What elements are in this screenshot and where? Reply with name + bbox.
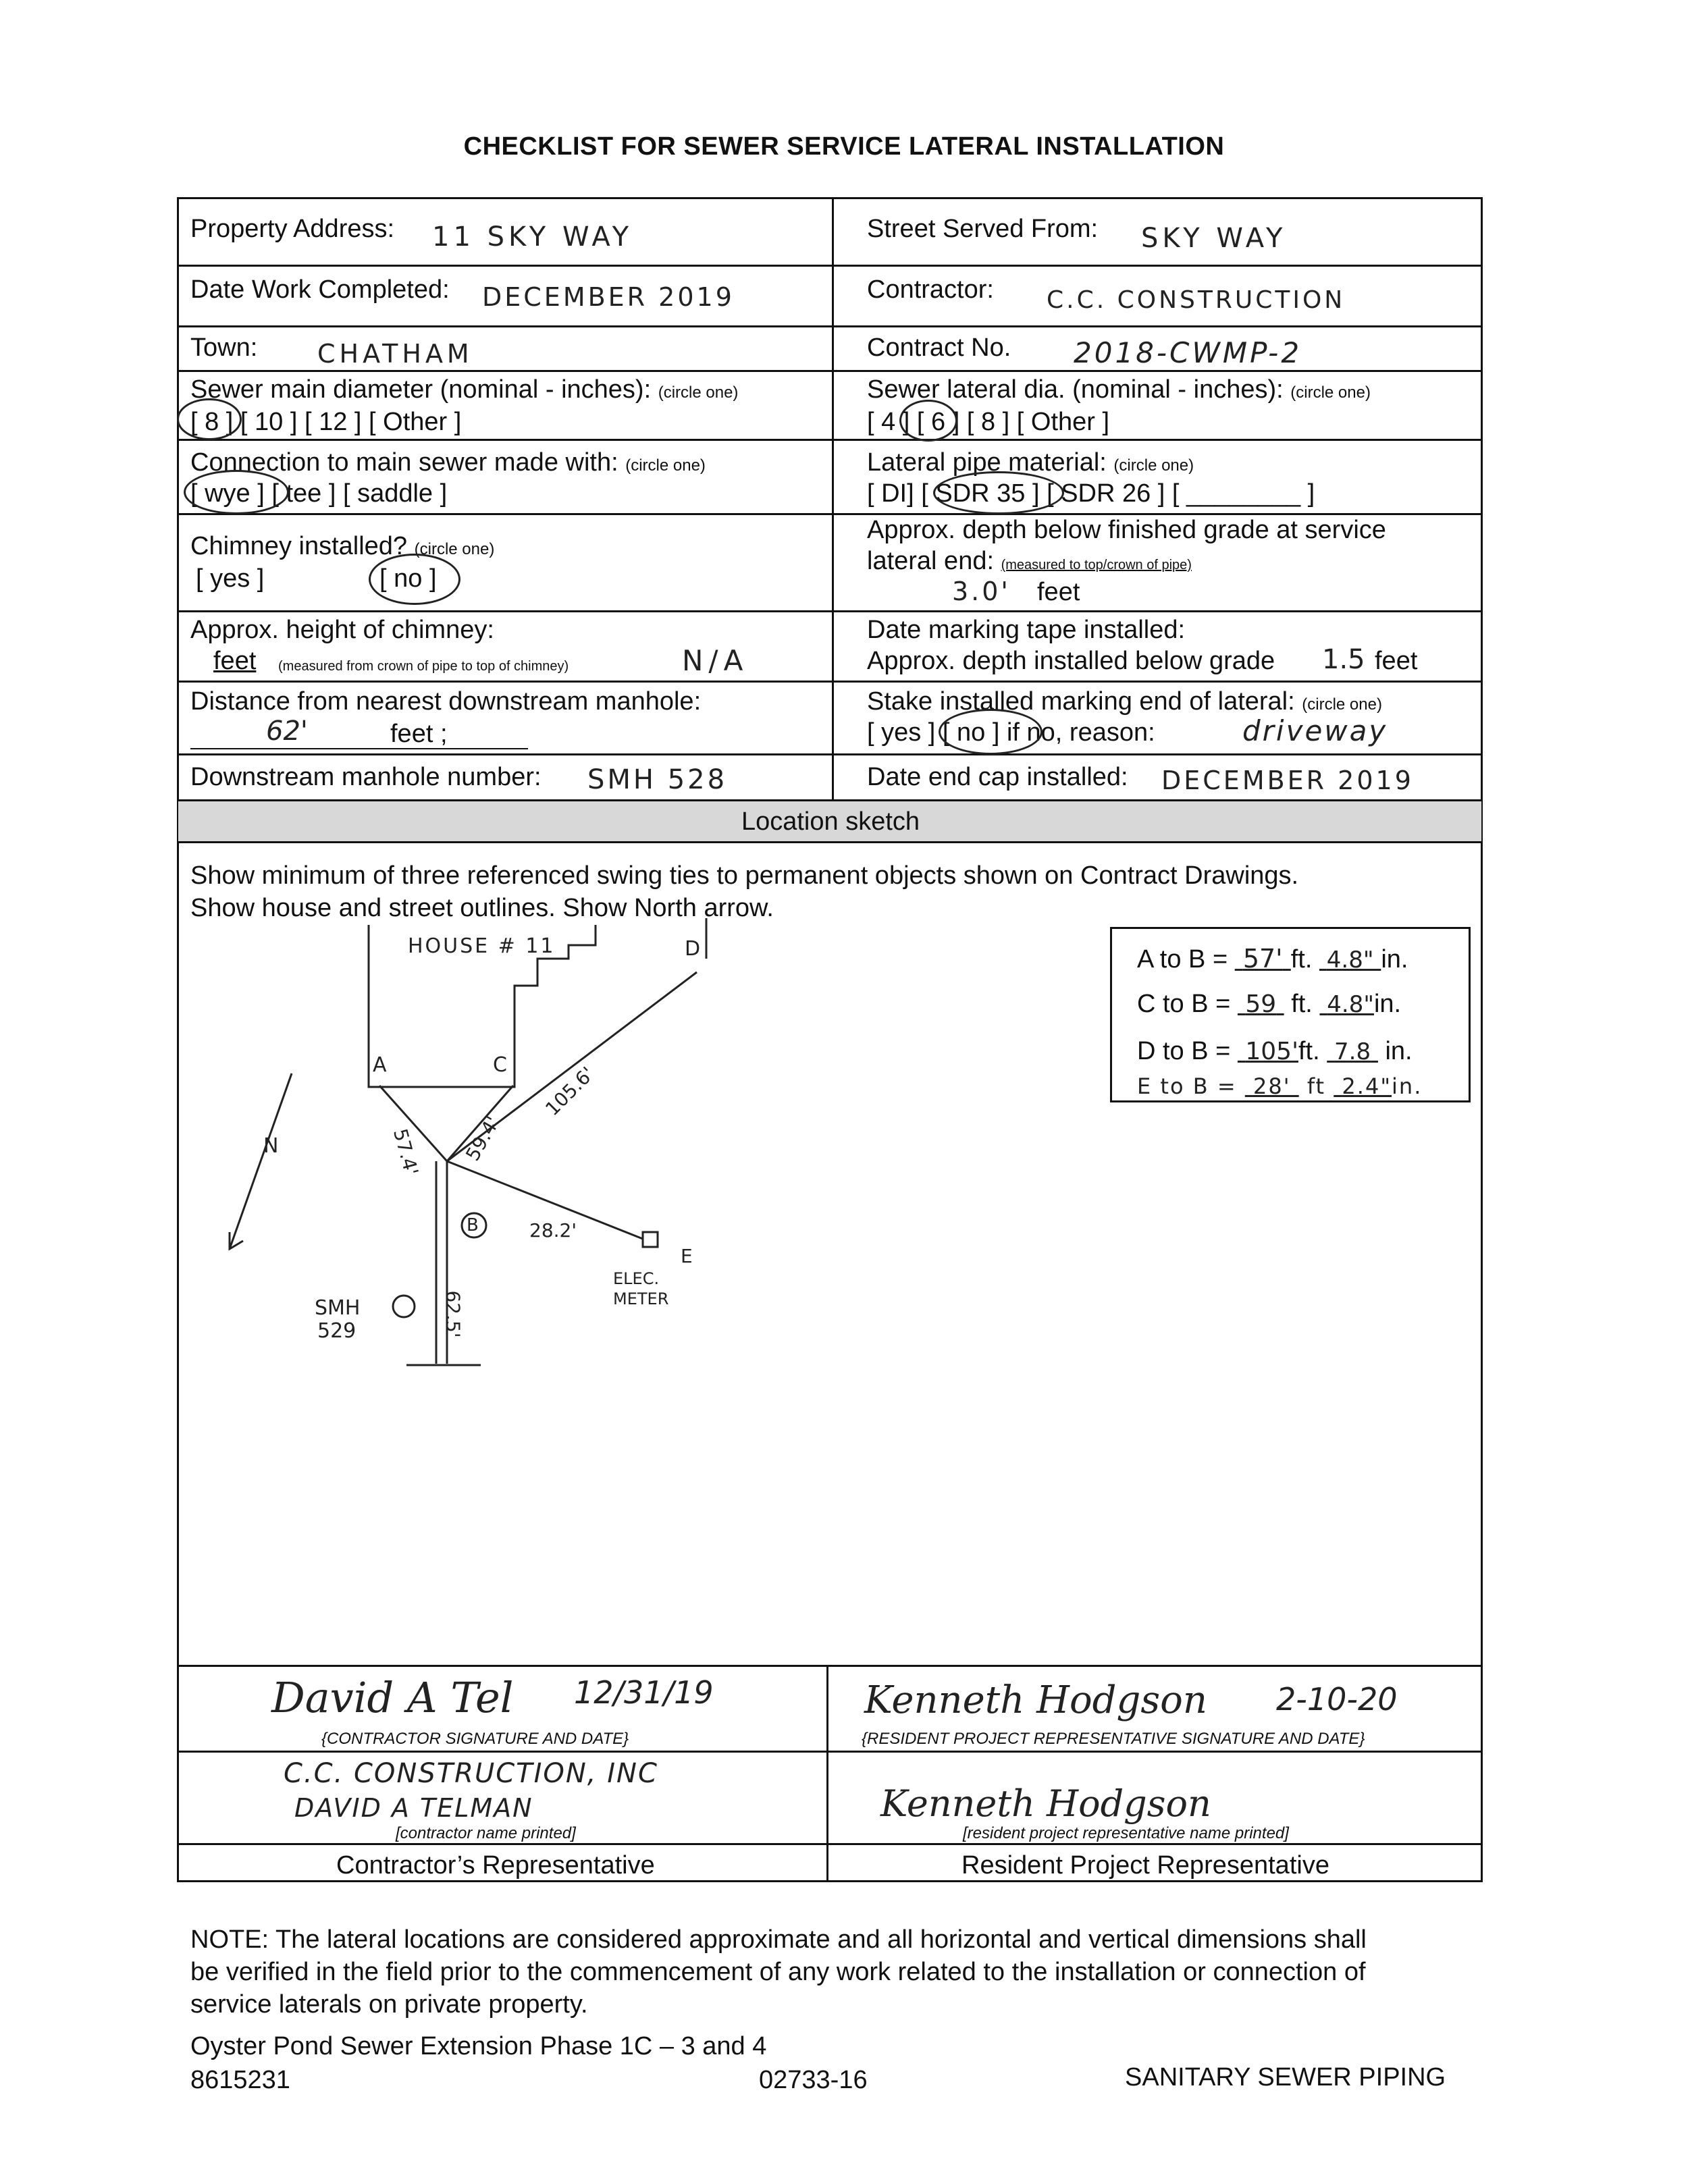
smh-label: SMH bbox=[315, 1296, 361, 1320]
distance-underline bbox=[190, 748, 528, 749]
footer-project: Oyster Pond Sewer Extension Phase 1C – 3 and 4 bbox=[190, 2032, 767, 2060]
circle-mark-no bbox=[369, 554, 460, 605]
chimney-yes: [ yes ] bbox=[196, 564, 265, 593]
lateral-material-label: Lateral pipe material: (circle one) bbox=[867, 448, 1194, 477]
form-title: CHECKLIST FOR SEWER SERVICE LATERAL INSTALLATION bbox=[463, 132, 1225, 161]
chimney-no: [ no ] bbox=[379, 564, 437, 593]
connection-label: Connection to main sewer made with: (circle one) bbox=[190, 448, 706, 477]
contractor-sig-caption: {CONTRACTOR SIGNATURE AND DATE} bbox=[321, 1730, 629, 1748]
elec-label: ELEC. bbox=[613, 1269, 660, 1288]
dim-e-b: 28.2' bbox=[529, 1219, 577, 1242]
resident-sig-caption: {RESIDENT PROJECT REPRESENTATIVE SIGNATURE AND DATE} bbox=[862, 1730, 1365, 1748]
row-line bbox=[177, 265, 1483, 267]
chimney-height-label: Approx. height of chimney: bbox=[190, 616, 494, 644]
depth-label-1: Approx. depth below finished grade at service bbox=[867, 516, 1386, 544]
stake-options: [ yes ] [ no ] if no, reason: bbox=[867, 718, 1155, 747]
column-divider bbox=[832, 197, 834, 799]
distance-value: 62' bbox=[266, 716, 308, 747]
sewer-main-label: Sewer main diameter (nominal - inches): (circle one) bbox=[190, 375, 739, 404]
north-label: N bbox=[263, 1134, 279, 1158]
manhole-number-value: SMH 528 bbox=[587, 764, 728, 795]
row-line bbox=[177, 799, 1483, 801]
contractor-name-line1: C.C. CONSTRUCTION, INC bbox=[284, 1758, 658, 1789]
location-sketch bbox=[177, 918, 852, 1431]
row-line bbox=[177, 841, 1483, 843]
contractor-value: C.C. CONSTRUCTION bbox=[1047, 286, 1346, 314]
circle-mark-8 bbox=[177, 398, 242, 440]
marking-tape-label: Date marking tape installed: bbox=[867, 616, 1186, 644]
circle-mark-wye bbox=[184, 470, 289, 514]
dim-c-b: 59.4' bbox=[461, 1112, 504, 1165]
manhole-number-label: Downstream manhole number: bbox=[190, 763, 542, 791]
lateral-dia-label: Sewer lateral dia. (nominal - inches): (circle one) bbox=[867, 375, 1371, 404]
manhole-529 bbox=[393, 1296, 415, 1317]
contractor-label: Contractor: bbox=[867, 275, 994, 304]
depth-value: 3.0' bbox=[952, 577, 1011, 606]
dim-d-b: 105.6' bbox=[541, 1062, 599, 1121]
circle-mark-sdr35 bbox=[933, 471, 1064, 514]
meter-label: METER bbox=[613, 1289, 669, 1308]
point-e: E bbox=[681, 1245, 693, 1267]
footer-number: 8615231 bbox=[190, 2066, 290, 2094]
column-divider bbox=[826, 1665, 828, 1882]
tape-depth-unit: feet bbox=[1375, 647, 1418, 675]
sketch-header: Location sketch bbox=[741, 807, 920, 836]
depth-unit: feet bbox=[1037, 578, 1080, 606]
contractor-name-line2: DAVID A TELMAN bbox=[294, 1793, 533, 1823]
circle-mark-6 bbox=[899, 400, 957, 442]
row-line bbox=[177, 370, 1483, 372]
distance-label: Distance from nearest downstream manhole: bbox=[190, 687, 702, 716]
property-address-value: 11 SKY WAY bbox=[432, 221, 633, 252]
end-cap-label: Date end cap installed: bbox=[867, 763, 1128, 791]
street-served-label: Street Served From: bbox=[867, 215, 1099, 243]
tape-depth-label: Approx. depth installed below grade bbox=[867, 647, 1275, 675]
smh-number: 529 bbox=[317, 1319, 357, 1343]
row-line bbox=[177, 439, 1483, 441]
house-label: HOUSE # 11 bbox=[408, 934, 556, 958]
point-c: C bbox=[493, 1053, 507, 1077]
tie-ab: A to B = 57' ft. 4.8" in. bbox=[1137, 944, 1408, 974]
resident-name-caption: [resident project representative name printed] bbox=[963, 1824, 1289, 1842]
row-line bbox=[177, 513, 1483, 515]
town-value: CHATHAM bbox=[317, 339, 473, 369]
date-completed-value: DECEMBER 2019 bbox=[482, 282, 735, 312]
resident-sign-date: 2-10-20 bbox=[1276, 1681, 1398, 1717]
row-line bbox=[177, 1843, 1483, 1845]
stake-reason: driveway bbox=[1242, 714, 1388, 747]
connection-options: [ wye ] [ tee ] [ saddle ] bbox=[190, 479, 448, 508]
chimney-height-value: N/A bbox=[682, 644, 749, 677]
note-line-3: service laterals on private property. bbox=[190, 1990, 588, 2019]
tape-depth-value: 1.5 bbox=[1322, 644, 1365, 675]
footer-section: 02733-16 bbox=[759, 2066, 868, 2094]
lateral-material-options: [ DI] [ SDR 35 ] [ SDR 26 ] [ ________ ] bbox=[867, 479, 1315, 508]
town-label: Town: bbox=[190, 334, 258, 362]
contract-no-value: 2018-CWMP-2 bbox=[1074, 336, 1302, 369]
property-address-label: Property Address: bbox=[190, 215, 395, 243]
contractor-signature: David A Tel bbox=[271, 1673, 514, 1722]
street-served-value: SKY WAY bbox=[1141, 223, 1287, 254]
lateral-dia-options: [ 4 ] [ 6 ] [ 8 ] [ Other ] bbox=[867, 408, 1110, 436]
resident-rep-label: Resident Project Representative bbox=[961, 1851, 1329, 1880]
date-completed-label: Date Work Completed: bbox=[190, 275, 450, 304]
point-a: A bbox=[373, 1053, 387, 1077]
row-line bbox=[177, 1665, 1483, 1667]
row-line bbox=[177, 681, 1483, 683]
distance-unit: feet ; bbox=[390, 720, 448, 748]
row-line bbox=[177, 753, 1483, 755]
contractor-sign-date: 12/31/19 bbox=[574, 1674, 714, 1711]
dim-a-b: 57.4' bbox=[389, 1126, 423, 1178]
contractor-rep-label: Contractor’s Representative bbox=[336, 1851, 655, 1880]
end-cap-value: DECEMBER 2019 bbox=[1161, 766, 1414, 795]
contract-no-label: Contract No. bbox=[867, 334, 1011, 362]
footer-spec: SANITARY SEWER PIPING bbox=[1125, 2063, 1446, 2092]
point-b: B bbox=[467, 1215, 479, 1235]
note-line-1: NOTE: The lateral locations are considered approximate and all horizontal and vertical dimensions shall bbox=[190, 1925, 1367, 1954]
chimney-label: Chimney installed? (circle one) bbox=[190, 532, 495, 560]
sketch-instructions-2: Show house and street outlines. Show North arrow. bbox=[190, 894, 774, 922]
circle-mark-stake-no bbox=[939, 709, 1043, 755]
tie-cb: C to B = 59 ft. 4.8"in. bbox=[1137, 990, 1402, 1018]
dim-downstream: 62.5' bbox=[442, 1290, 465, 1338]
resident-name-signature: Kenneth Hodgson bbox=[880, 1782, 1211, 1825]
sewer-main-options: [ 8 ] [ 10 ] [ 12 ] [ Other ] bbox=[190, 408, 462, 436]
row-line bbox=[177, 325, 1483, 327]
north-arrow bbox=[230, 1073, 292, 1249]
stake-label: Stake installed marking end of lateral: (circle one) bbox=[867, 687, 1382, 716]
point-d: D bbox=[685, 937, 701, 961]
depth-label-2: lateral end: (measured to top/crown of pipe) bbox=[867, 547, 1192, 575]
chimney-height-unit: feet bbox=[213, 647, 257, 675]
sketch-instructions-1: Show minimum of three referenced swing ties to permanent objects shown on Contract Drawings. bbox=[190, 861, 1299, 890]
tie-eb: E to B = 28' ft 2.4"in. bbox=[1137, 1073, 1423, 1099]
contractor-name-caption: [contractor name printed] bbox=[396, 1824, 576, 1842]
electric-meter-box bbox=[643, 1232, 658, 1247]
chimney-height-note: (measured from crown of pipe to top of chimney) bbox=[278, 659, 569, 674]
resident-signature: Kenneth Hodgson bbox=[864, 1678, 1207, 1722]
tie-db: D to B = 105'ft. 7.8 in. bbox=[1137, 1037, 1413, 1065]
row-line bbox=[177, 610, 1483, 612]
note-line-2: be verified in the field prior to the commencement of any work related to the installation or connection of bbox=[190, 1958, 1366, 1986]
row-line bbox=[177, 1751, 1483, 1753]
